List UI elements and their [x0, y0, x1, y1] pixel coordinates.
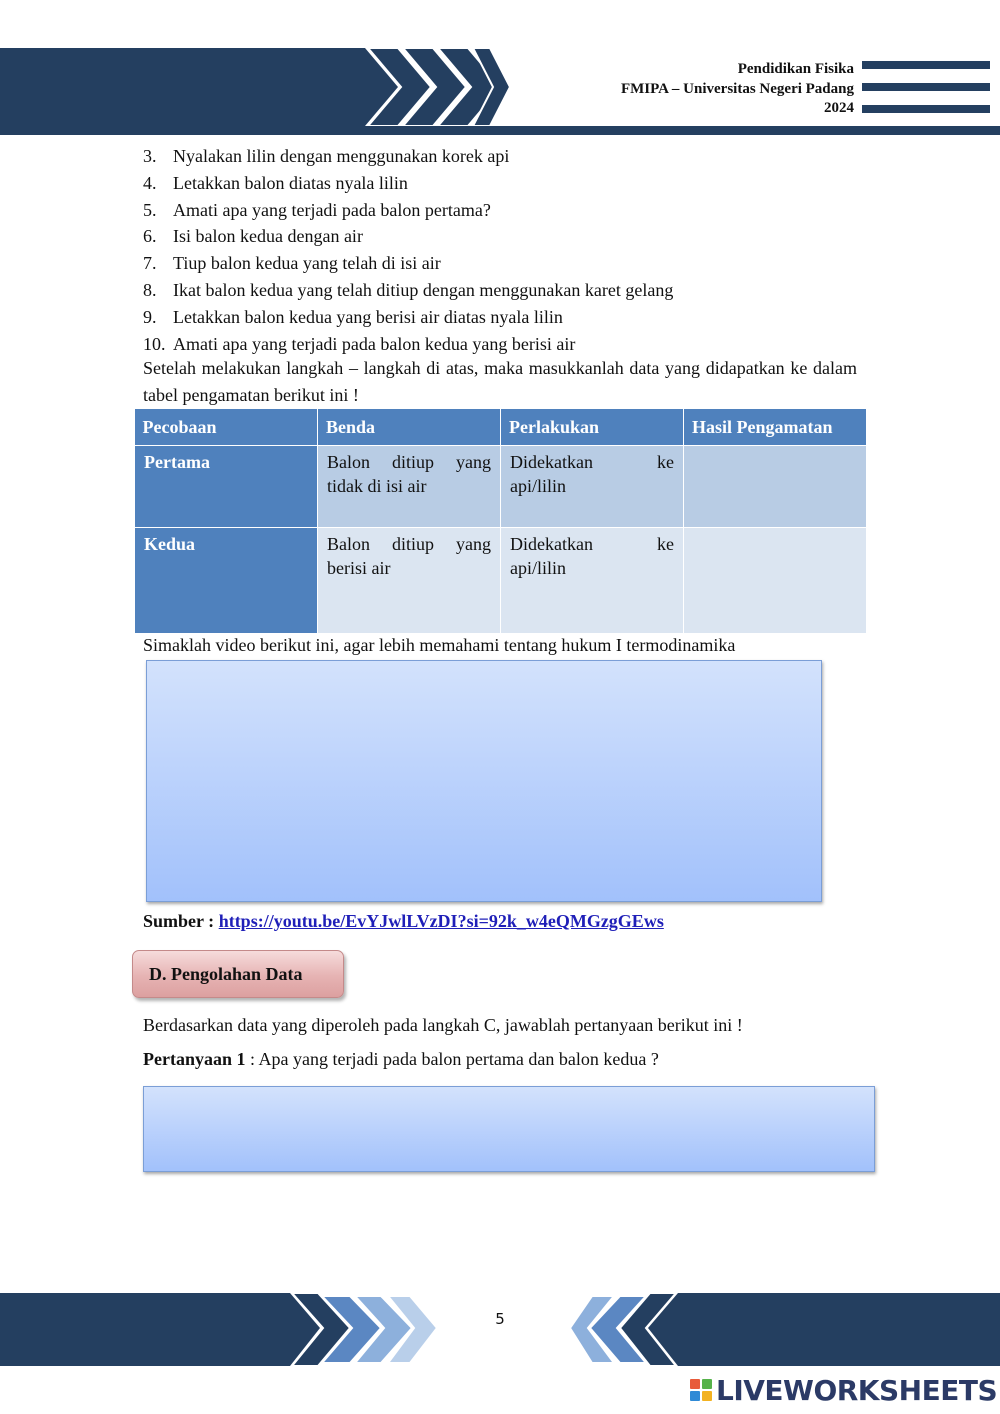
header-line-3: 2024 — [824, 100, 854, 116]
question-label: Pertanyaan 1 — [143, 1049, 246, 1069]
row-treatment: Didekatkan ke api/lilin — [501, 446, 684, 528]
section-heading: D. Pengolahan Data — [132, 950, 344, 998]
answer-input[interactable] — [143, 1086, 875, 1172]
list-item: 8. Ikat balon kedua yang telah ditiup dengan menggunakan karet gelang — [143, 279, 674, 300]
video-embed[interactable] — [146, 660, 822, 902]
list-item: 6. Isi balon kedua dengan air — [143, 226, 363, 247]
footer-banner — [0, 1290, 1000, 1370]
list-item: 9. Letakkan balon kedua yang berisi air diatas nyala lilin — [143, 306, 563, 327]
brand-name: LIVEWORKSHEETS — [716, 1373, 998, 1407]
header-treatment: Perlakukan — [501, 409, 684, 446]
header-result: Hasil Pengamatan — [684, 409, 867, 446]
question-1 — [143, 1046, 659, 1072]
list-item: 4. Letakkan balon diatas nyala lilin — [143, 172, 408, 193]
header-object: Benda — [318, 409, 501, 446]
question-text: : Apa yang terjadi pada balon pertama dan balon kedua ? — [245, 1049, 659, 1069]
procedure-steps — [143, 143, 863, 357]
header-institution — [621, 60, 854, 119]
header-line-2: FMIPA – Universitas Negeri Padang — [620, 80, 854, 97]
result-input-cell[interactable] — [684, 528, 867, 634]
row-treatment: Didekatkan ke api/lilin — [501, 528, 684, 634]
source-label: Sumber : — [143, 911, 215, 931]
table-row — [135, 528, 867, 634]
source-link[interactable]: https://youtu.be/EvYJwlLVzDI?si=92k_w4eQMGzgGEws — [218, 911, 664, 931]
row-experiment: Pertama — [135, 446, 318, 528]
observation-table — [134, 409, 867, 634]
liveworksheets-icon — [690, 1379, 712, 1401]
header-experiment: Pecobaan — [135, 409, 318, 446]
question-intro: Berdasarkan data yang diperoleh pada langkah C, jawablah pertanyaan berikut ini ! — [143, 1015, 743, 1035]
table-header-row — [135, 409, 867, 446]
table-instruction: Setelah melakukan langkah – langkah di atas, maka masukkanlah data yang didapatkan ke dalam tabel pengamatan berikut ini ! — [143, 358, 857, 405]
video-note: Simaklah video berikut ini, agar lebih memahami tentang hukum I termodinamika — [143, 635, 736, 655]
table-row — [135, 446, 867, 528]
header-line-1: Pendidikan Fisika — [737, 61, 854, 77]
list-item: 10. Amati apa yang terjadi pada balon kedua yang berisi air — [143, 333, 576, 354]
page-number: 5 — [495, 1310, 505, 1328]
row-object: Balon ditiup yang berisi air — [318, 528, 501, 634]
list-item: 5. Amati apa yang terjadi pada balon pertama? — [143, 199, 491, 220]
result-input-cell[interactable] — [684, 446, 867, 528]
liveworksheets-logo — [690, 1372, 997, 1408]
row-object: Balon ditiup yang tidak di isi air — [318, 446, 501, 528]
list-item: 3. Nyalakan lilin dengan menggunakan korek api — [143, 146, 510, 166]
video-source — [143, 908, 664, 934]
row-experiment: Kedua — [135, 528, 318, 634]
list-item: 7. Tiup balon kedua yang telah di isi air — [143, 253, 441, 274]
